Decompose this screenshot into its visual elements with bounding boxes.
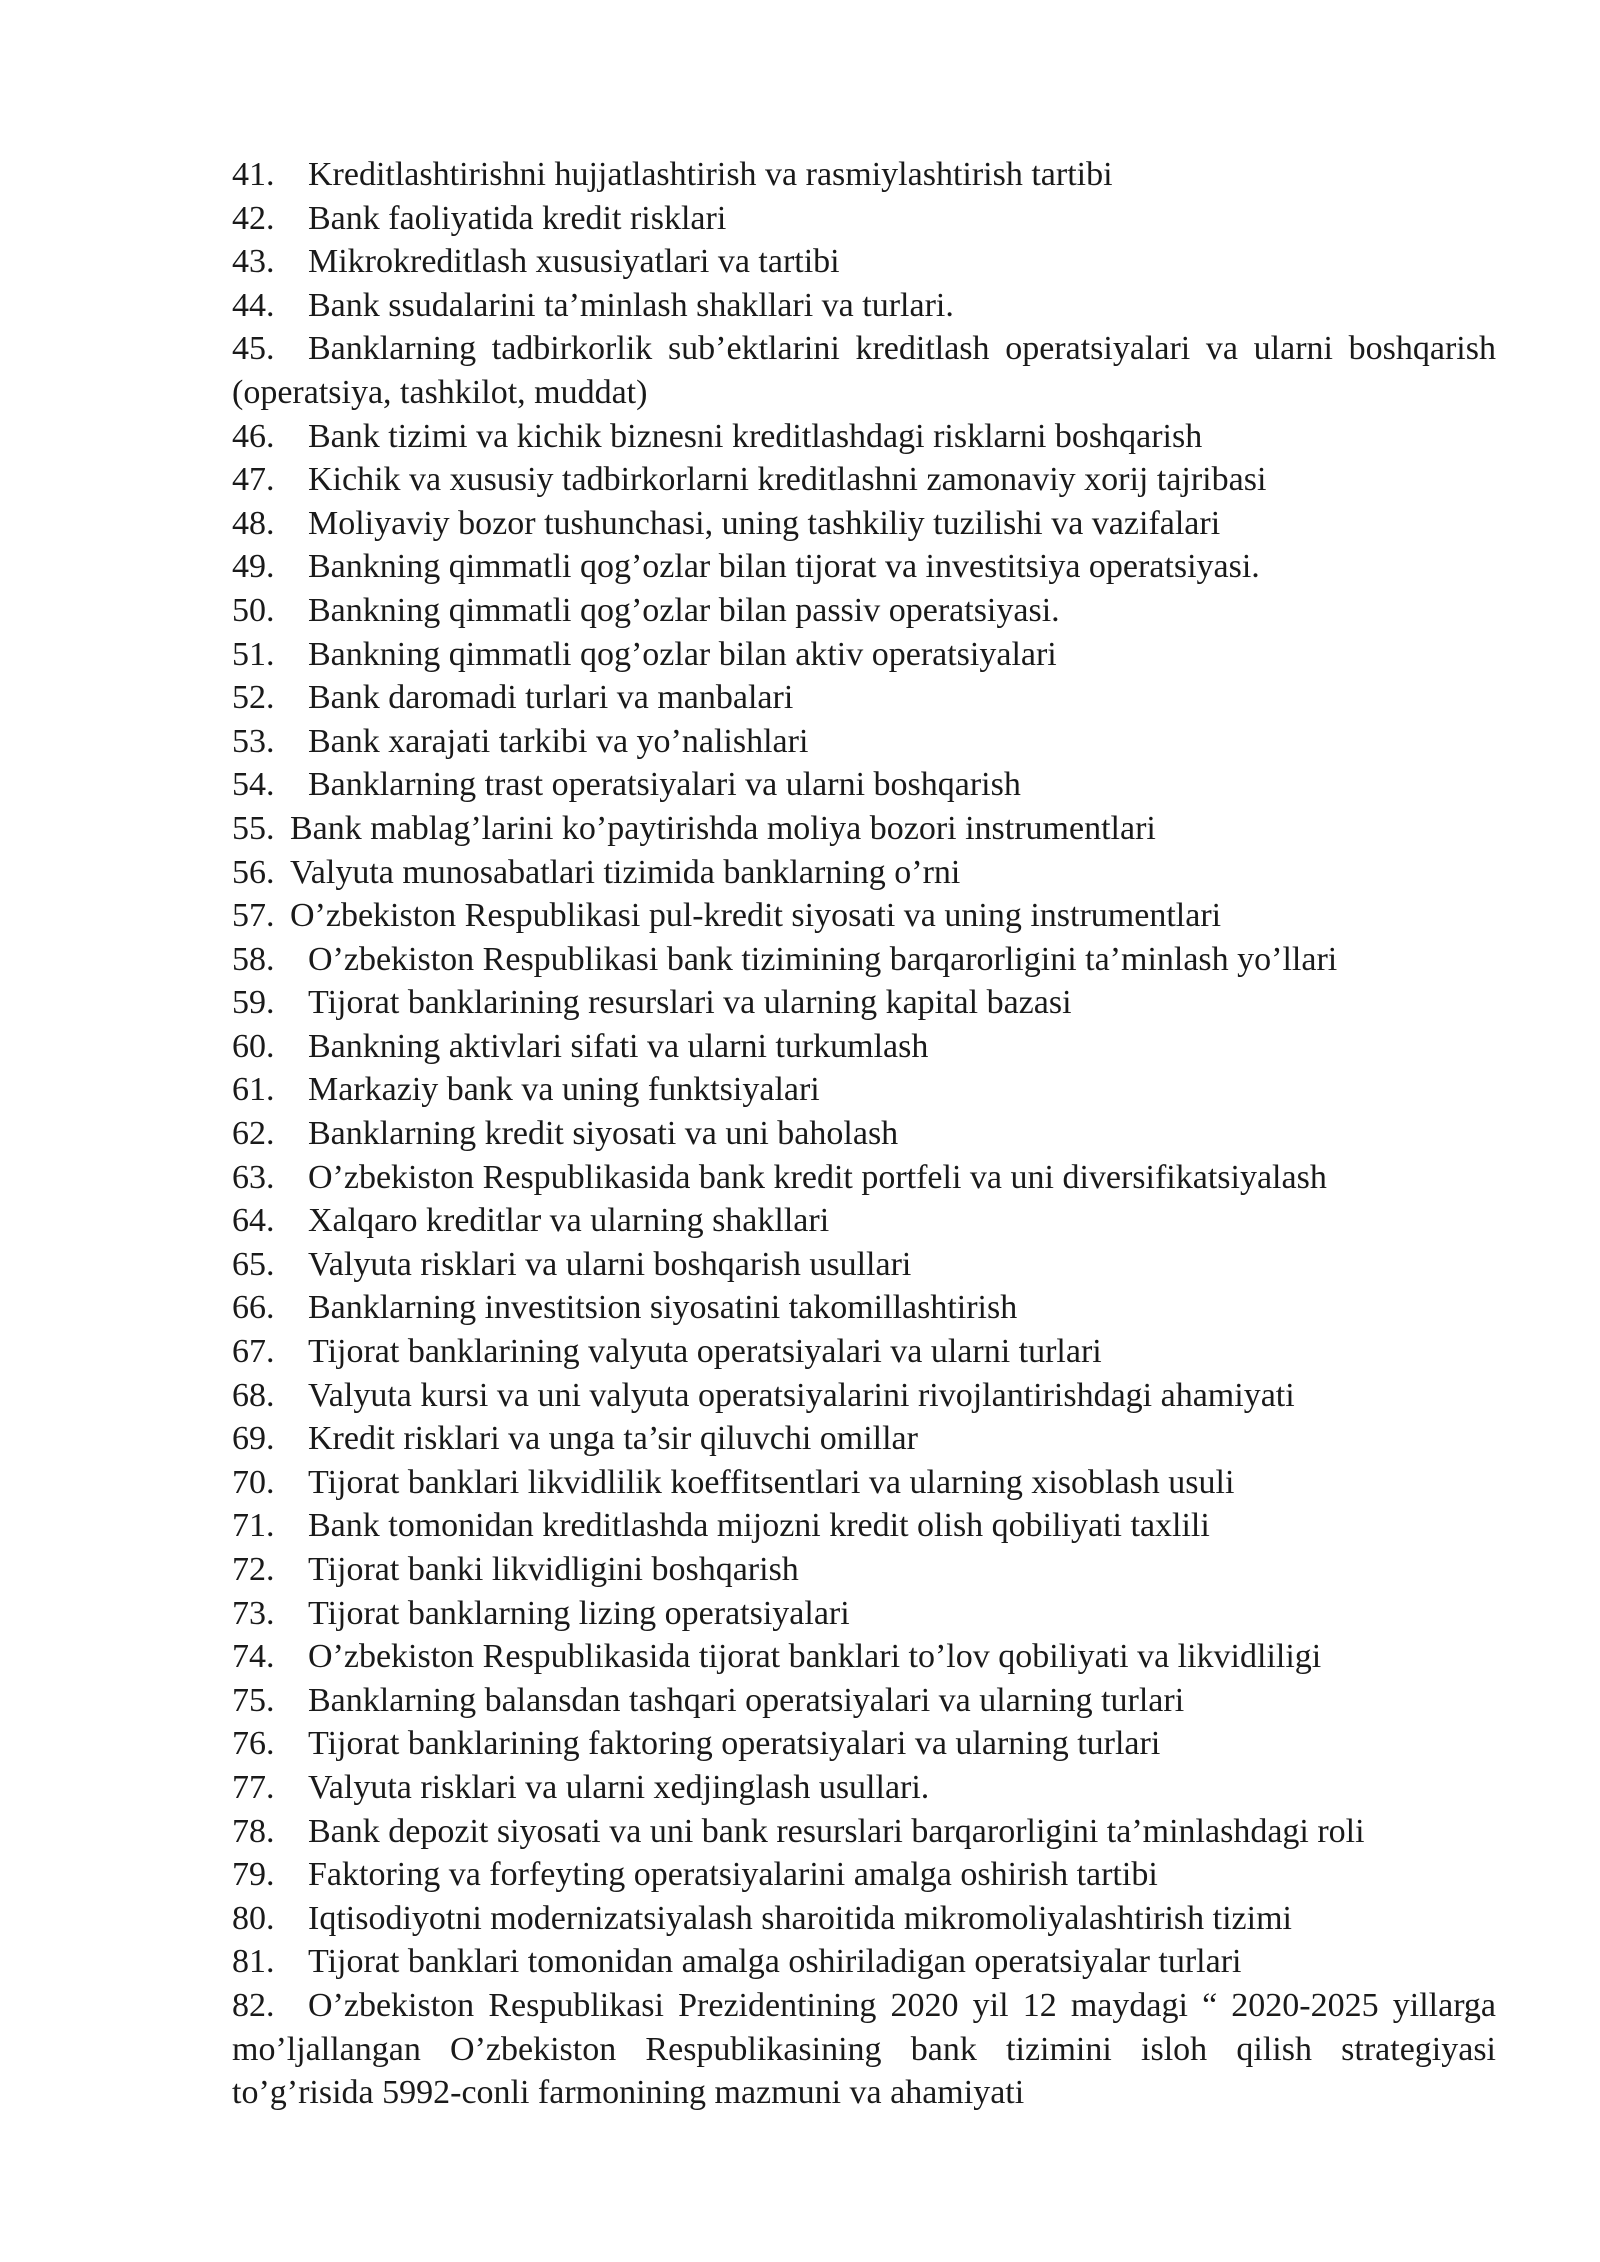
item-number: 52. — [232, 679, 275, 717]
item-text: Banklarning kredit siyosati va uni baholash — [308, 1115, 899, 1153]
item-text: Bankning qimmatli qog’ozlar bilan aktiv operatsiyalari — [308, 635, 1057, 673]
item-text: Bank depozit siyosati va uni bank resurslari barqarorligini ta’minlashdagi roli — [308, 1812, 1365, 1850]
item-number: 58. — [232, 940, 275, 978]
item-number: 55. — [232, 809, 275, 847]
item-number: 77. — [232, 1768, 275, 1806]
item-number: 82. — [232, 1986, 275, 2024]
list-item — [232, 1330, 1496, 1374]
list-item — [232, 894, 1496, 938]
item-text: Banklarning investitsion siyosatini takomillashtirish — [308, 1289, 1018, 1327]
item-text: Mikrokreditlash xususiyatlari va tartibi — [308, 243, 840, 281]
list-item — [232, 1679, 1496, 1723]
item-text: Bank faoliyatida kredit risklari — [308, 199, 727, 237]
item-number: 56. — [232, 853, 275, 891]
item-number: 74. — [232, 1638, 275, 1676]
list-item — [232, 851, 1496, 895]
list-item — [232, 1810, 1496, 1854]
list-item — [232, 1592, 1496, 1636]
item-number: 75. — [232, 1681, 275, 1719]
list-item — [232, 1461, 1496, 1505]
item-number: 50. — [232, 591, 275, 629]
list-item — [232, 197, 1496, 241]
item-text: Kichik va xususiy tadbirkorlarni kreditlashni zamonaviy xorij tajribasi — [308, 461, 1267, 499]
topic-list — [232, 153, 1496, 2115]
item-number: 51. — [232, 635, 275, 673]
item-number: 48. — [232, 504, 275, 542]
item-number: 76. — [232, 1725, 275, 1763]
list-item — [232, 1417, 1496, 1461]
list-item — [232, 1025, 1496, 1069]
item-text: Bank mablag’larini ko’paytirishda moliya bozori instrumentlari — [290, 809, 1156, 847]
list-item — [232, 1940, 1496, 1984]
item-text: Bank xarajati tarkibi va yo’nalishlari — [308, 722, 809, 760]
item-text: Markaziy bank va uning funktsiyalari — [308, 1071, 820, 1109]
list-item — [232, 1068, 1496, 1112]
item-text: Tijorat banklari tomonidan amalga oshiriladigan operatsiyalar turlari — [308, 1943, 1242, 1981]
item-text: Tijorat banklarining valyuta operatsiyalari va ularni turlari — [308, 1333, 1102, 1371]
item-number: 61. — [232, 1071, 275, 1109]
item-number: 62. — [232, 1115, 275, 1153]
item-text: Xalqaro kreditlar va ularning shakllari — [308, 1202, 830, 1240]
item-number: 43. — [232, 243, 275, 281]
item-number: 54. — [232, 766, 275, 804]
list-item — [232, 1853, 1496, 1897]
item-text: Bank tizimi va kichik biznesni kreditlashdagi risklarni boshqarish — [308, 417, 1203, 455]
item-text: Tijorat banklarining faktoring operatsiyalari va ularning turlari — [308, 1725, 1161, 1763]
list-item — [232, 284, 1496, 328]
list-item — [232, 545, 1496, 589]
list-item — [232, 589, 1496, 633]
item-number: 47. — [232, 461, 275, 499]
item-text: Iqtisodiyotni modernizatsiyalash sharoitida mikromoliyalashtirish tizimi — [308, 1899, 1292, 1937]
item-text: Valyuta risklari va ularni boshqarish usullari — [308, 1245, 912, 1283]
list-item — [232, 1897, 1496, 1941]
item-text: Bankning aktivlari sifati va ularni turkumlash — [308, 1027, 929, 1065]
item-number: 63. — [232, 1158, 275, 1196]
item-text: Valyuta kursi va uni valyuta operatsiyalarini rivojlantirishdagi ahamiyati — [308, 1376, 1295, 1414]
item-text: Banklarning trast operatsiyalari va ularni boshqarish — [308, 766, 1021, 804]
item-number: 42. — [232, 199, 275, 237]
list-item — [232, 938, 1496, 982]
item-number: 70. — [232, 1463, 275, 1501]
list-item — [232, 1156, 1496, 1200]
list-item — [232, 676, 1496, 720]
item-text: Tijorat banki likvidligini boshqarish — [308, 1551, 799, 1588]
item-text: O’zbekiston Respublikasida bank kredit portfeli va uni diversifikatsiyalash — [308, 1158, 1327, 1196]
item-text: Banklarning balansdan tashqari operatsiyalari va ularning turlari — [308, 1681, 1185, 1719]
list-item — [232, 327, 1496, 414]
item-number: 49. — [232, 548, 275, 586]
list-item — [232, 240, 1496, 284]
list-item — [232, 1374, 1496, 1418]
item-number: 53. — [232, 722, 275, 760]
item-number: 60. — [232, 1027, 275, 1065]
item-number: 73. — [232, 1594, 275, 1632]
list-item — [232, 1722, 1496, 1766]
item-number: 67. — [232, 1333, 275, 1371]
item-text: O’zbekiston Respublikasi pul-kredit siyosati va uning instrumentlari — [290, 897, 1222, 935]
item-number: 65. — [232, 1245, 275, 1283]
item-text: Bankning qimmatli qog’ozlar bilan passiv operatsiyasi. — [308, 591, 1060, 629]
item-text: O’zbekiston Respublikasi bank tizimining barqarorligini ta’minlash yo’llari — [308, 940, 1338, 978]
item-text: Valyuta munosabatlari tizimida banklarning o’rni — [290, 853, 961, 891]
item-number: 71. — [232, 1507, 275, 1545]
item-text: Tijorat banklarining resurslari va ularning kapital bazasi — [308, 984, 1072, 1022]
list-item — [232, 502, 1496, 546]
item-text: O’zbekiston Respublikasida tijorat banklari to’lov qobiliyati va likvidliligi — [308, 1638, 1322, 1676]
list-item — [232, 1548, 1496, 1592]
item-text: Tijorat banklari likvidlilik koeffitsentlari va ularning xisoblash usuli — [308, 1463, 1235, 1501]
list-item — [232, 1635, 1496, 1679]
list-item — [232, 153, 1496, 197]
list-item — [232, 1286, 1496, 1330]
item-text: O’zbekiston Respublikasi Prezidentining 2020 yil 12 maydagi “ 2020-2025 yillarga mo’ljallangan O’zbekiston Respublikasining bank tizimini isloh qilish strategiyasi to’g’risida 5992-conli farmonining mazmuni va ahamiyati — [232, 1986, 1496, 2112]
item-number: 72. — [232, 1551, 275, 1588]
item-number: 68. — [232, 1376, 275, 1414]
item-number: 81. — [232, 1943, 275, 1981]
list-item — [232, 1504, 1496, 1548]
item-number: 80. — [232, 1899, 275, 1937]
item-number: 79. — [232, 1856, 275, 1894]
list-item — [232, 807, 1496, 851]
item-number: 64. — [232, 1202, 275, 1240]
item-text: Bank ssudalarini ta’minlash shakllari va turlari. — [308, 286, 954, 324]
list-item — [232, 1243, 1496, 1287]
item-number: 66. — [232, 1289, 275, 1327]
list-item — [232, 415, 1496, 459]
item-number: 78. — [232, 1812, 275, 1850]
item-number: 41. — [232, 156, 275, 193]
list-item — [232, 763, 1496, 807]
item-text: Moliyaviy bozor tushunchasi, uning tashkiliy tuzilishi va vazifalari — [308, 504, 1221, 542]
list-item — [232, 1766, 1496, 1810]
item-text: Banklarning tadbirkorlik sub’ektlarini kreditlash operatsiyalari va ularni boshqarish (operatsiya, tashkilot, muddat) — [232, 330, 1496, 411]
item-text: Bankning qimmatli qog’ozlar bilan tijorat va investitsiya operatsiyasi. — [308, 548, 1260, 586]
item-text: Valyuta risklari va ularni xedjinglash usullari. — [308, 1768, 930, 1806]
item-number: 69. — [232, 1420, 275, 1458]
item-number: 59. — [232, 984, 275, 1022]
list-item — [232, 458, 1496, 502]
list-item — [232, 1984, 1496, 2115]
list-item — [232, 1112, 1496, 1156]
list-item — [232, 981, 1496, 1025]
item-text: Faktoring va forfeyting operatsiyalarini amalga oshirish tartibi — [308, 1856, 1158, 1894]
item-number: 57. — [232, 897, 275, 935]
list-item — [232, 1199, 1496, 1243]
item-text: Tijorat banklarning lizing operatsiyalari — [308, 1594, 850, 1632]
item-number: 45. — [232, 330, 275, 368]
item-number: 44. — [232, 286, 275, 324]
item-number: 46. — [232, 417, 275, 455]
list-item — [232, 633, 1496, 677]
item-text: Kreditlashtirishni hujjatlashtirish va rasmiylashtirish tartibi — [308, 156, 1113, 193]
item-text: Bank tomonidan kreditlashda mijozni kredit olish qobiliyati taxlili — [308, 1507, 1210, 1545]
item-text: Kredit risklari va unga ta’sir qiluvchi omillar — [308, 1420, 918, 1458]
list-item — [232, 720, 1496, 764]
item-text: Bank daromadi turlari va manbalari — [308, 679, 794, 717]
